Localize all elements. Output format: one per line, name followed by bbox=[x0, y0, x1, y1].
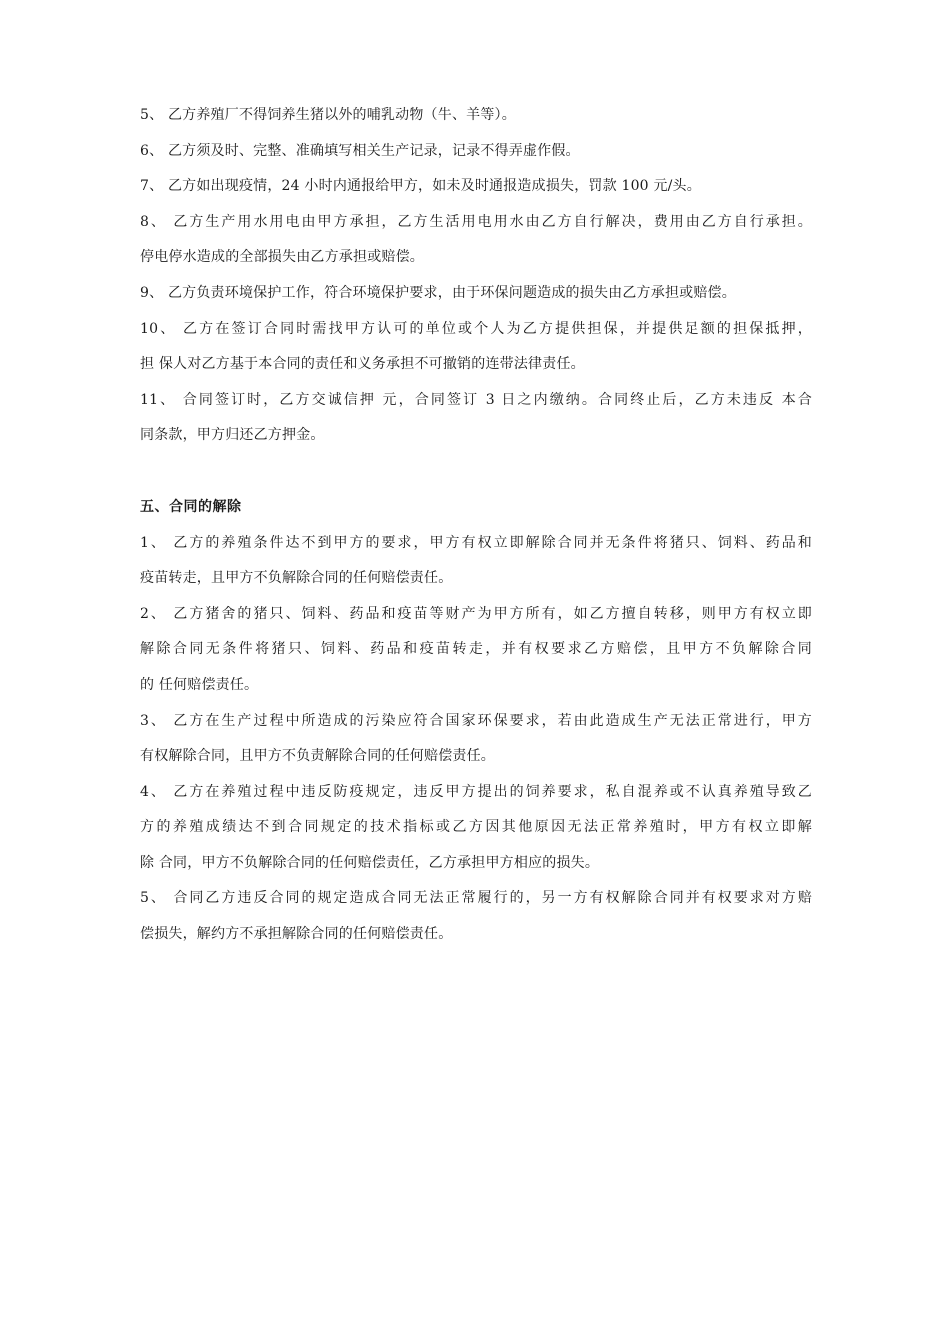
s5-clause-1-line-1: 1、 乙方的养殖条件达不到甲方的要求，甲方有权立即解除合同并无条件将猪只、饲料、药品和 bbox=[140, 534, 812, 551]
s5-clause-2-line-2: 解除合同无条件将猪只、饲料、药品和疫苗转走，并有权要求乙方赔偿，且甲方不负解除合同 bbox=[140, 641, 812, 658]
clause-list-part4 bbox=[140, 98, 812, 454]
s5-clause-4-line-2: 方的养殖成绩达不到合同规定的技术指标或乙方因其他原因无法正常养殖时，甲方有权立即解 bbox=[140, 819, 812, 836]
s5-clause-2-line-1: 2、 乙方猪舍的猪只、饲料、药品和疫苗等财产为甲方所有，如乙方擅自转移，则甲方有权立即 bbox=[140, 605, 812, 622]
clause-8-line-1: 8、 乙方生产用水用电由甲方承担，乙方生活用电用水由乙方自行解决，费用由乙方自行承担。 bbox=[140, 213, 812, 230]
s5-clause-2-line-3: 的 任何赔偿责任。 bbox=[140, 676, 259, 693]
clause-11-line-1: 11、 合同签订时，乙方交诚信押 元，合同签订 3 日之内缴纳。合同终止后，乙方未违反 本合 bbox=[140, 391, 812, 408]
clause-11-line-2: 同条款，甲方归还乙方押金。 bbox=[140, 427, 325, 444]
clause-7-line-1: 7、 乙方如出现疫情，24 小时内通报给甲方，如未及时通报造成损失，罚款 100 元/头。 bbox=[140, 178, 701, 195]
document-page bbox=[140, 98, 812, 953]
s5-clause-3-line-1: 3、 乙方在生产过程中所造成的污染应符合国家环保要求，若由此造成生产无法正常进行，甲方 bbox=[140, 712, 812, 729]
clause-9-line-1: 9、 乙方负责环境保护工作，符合环境保护要求，由于环保问题造成的损失由乙方承担或赔偿。 bbox=[140, 284, 736, 301]
section-gap bbox=[140, 454, 812, 490]
s5-clause-5-line-1: 5、 合同乙方违反合同的规定造成合同无法正常履行的，另一方有权解除合同并有权要求对方赔 bbox=[140, 890, 812, 907]
s5-clause-5-line-2: 偿损失，解约方不承担解除合同的任何赔偿责任。 bbox=[140, 926, 453, 943]
clause-10-line-2: 担 保人对乙方基于本合同的责任和义务承担不可撤销的连带法律责任。 bbox=[140, 356, 585, 373]
clause-8-line-2: 停电停水造成的全部损失由乙方承担或赔偿。 bbox=[140, 249, 424, 266]
s5-clause-1-line-2: 疫苗转走，且甲方不负解除合同的任何赔偿责任。 bbox=[140, 570, 453, 587]
s5-clause-4-line-1: 4、 乙方在养殖过程中违反防疫规定，违反甲方提出的饲养要求，私自混养或不认真养殖导致乙 bbox=[140, 783, 812, 800]
section-5-heading: 五、合同的解除 bbox=[140, 498, 242, 515]
clause-6-line-1: 6、 乙方须及时、完整、准确填写相关生产记录，记录不得弄虚作假。 bbox=[140, 142, 580, 159]
clause-5-line-1: 5、 乙方养殖厂不得饲养生猪以外的哺乳动物（牛、羊等）。 bbox=[140, 107, 516, 123]
clause-10-line-1: 10、 乙方在签订合同时需找甲方认可的单位或个人为乙方提供担保，并提供足额的担保抵押， bbox=[140, 320, 812, 337]
clause-list-section5 bbox=[140, 526, 812, 953]
s5-clause-4-line-3: 除 合同，甲方不负解除合同的任何赔偿责任，乙方承担甲方相应的损失。 bbox=[140, 854, 600, 871]
s5-clause-3-line-2: 有权解除合同，且甲方不负责解除合同的任何赔偿责任。 bbox=[140, 748, 495, 765]
